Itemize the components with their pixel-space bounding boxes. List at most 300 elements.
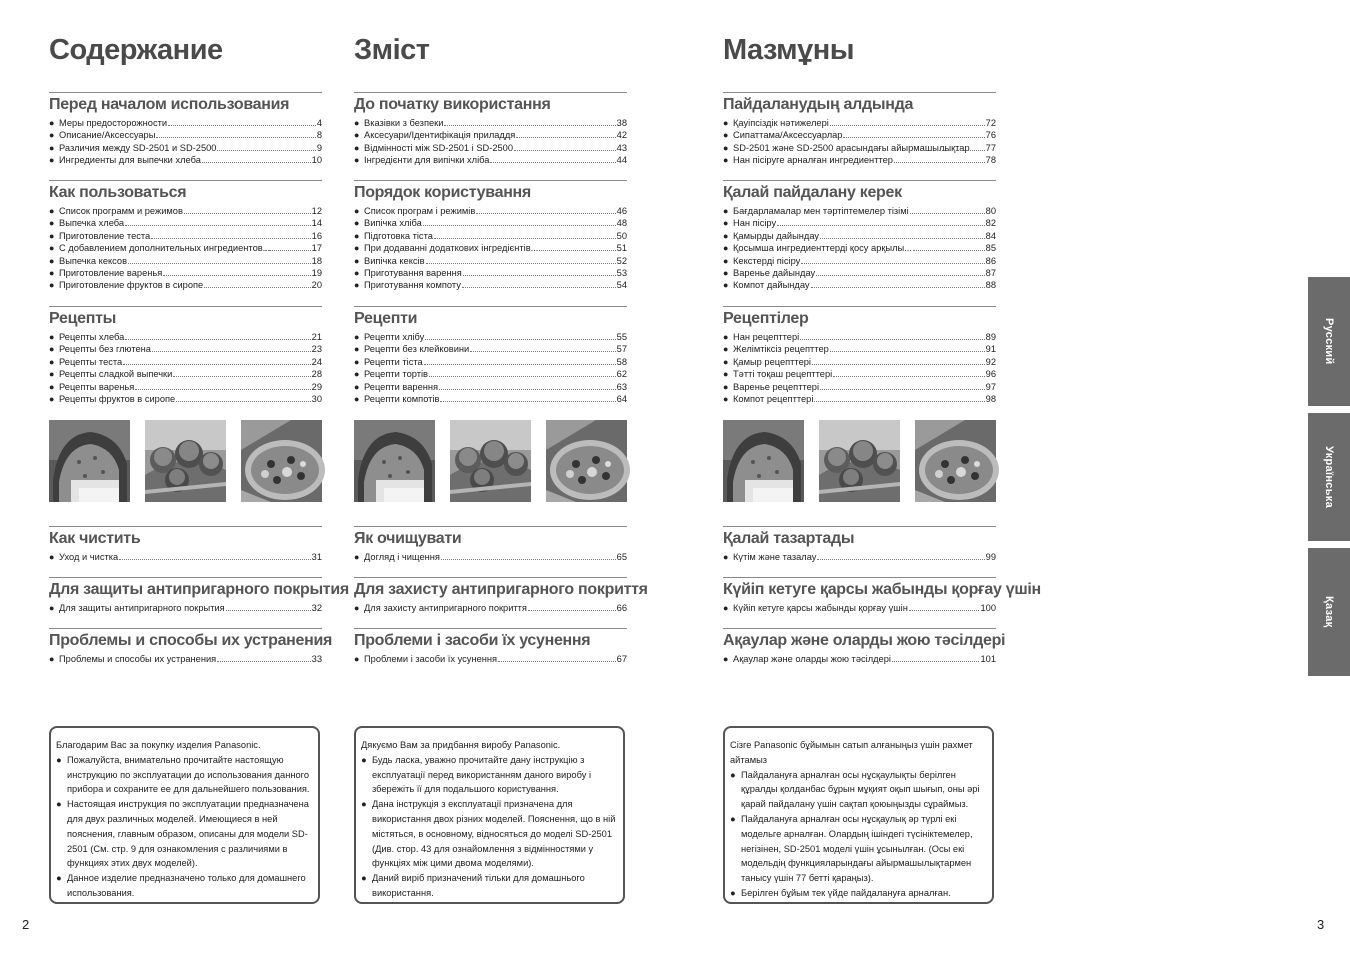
toc-entry[interactable] [354,602,627,614]
toc-entry-page: 12 [311,206,322,216]
bullet-icon: ● [723,268,729,279]
toc-entry-label: Различия между SD-2501 и SD-2500 [59,142,217,153]
toc-entry-label: Вказівки з безпеки [364,118,444,128]
dot-leader [777,225,985,226]
dot-leader [894,162,985,163]
toc-entry[interactable] [723,267,996,279]
bullet-icon: ● [49,118,55,128]
section-title: Пайдаланудың алдында [723,92,996,114]
toc-entry-page: 38 [616,118,627,128]
toc-entry[interactable] [49,142,322,154]
toc-entry-page: 101 [980,654,996,664]
toc-entry-page: 84 [985,230,996,241]
toc-entry[interactable] [49,279,322,291]
toc-entry-label: Нан пісіруге арналған ингредиенттер [733,155,893,166]
toc-entry[interactable] [723,279,996,291]
toc-entry[interactable] [49,205,322,217]
toc-entry-label: Відмінності між SD-2501 і SD-2500 [364,142,514,153]
toc-entry[interactable] [723,242,996,254]
dot-leader [816,275,984,276]
bread-rolls-basket-photo [450,420,531,502]
toc-entry-label: Підготовка тіста [364,230,433,241]
toc-entry-page: 66 [616,603,627,613]
toc-entry-label: Рецепты хлеба [59,332,125,342]
toc-entry[interactable] [723,142,996,154]
toc-entry[interactable] [723,381,996,393]
toc-entry[interactable] [49,381,322,393]
bullet-icon: ● [49,230,55,241]
dot-leader [423,225,616,226]
section-title: Ақаулар және оларды жою тәсілдері [723,628,996,650]
dot-leader [441,559,616,560]
bullet-icon: ● [354,369,360,380]
column-title: Содержание [49,34,223,66]
pizza-photo [546,420,627,502]
toc-entry-page: 29 [311,381,322,392]
toc-list [49,205,322,292]
notice-list [361,753,616,901]
bullet-icon: ● [56,754,62,765]
section-title: Порядок користування [354,180,627,202]
notice-bullet-text: Пожалуйста, внимательно прочитайте настоящую инструкцию по эксплуатации до использования данного прибора и сохраните ее для дальнейшего пользования. [67,754,310,795]
toc-entry[interactable] [723,205,996,217]
bullet-icon: ● [723,230,729,241]
pizza-photo [915,420,996,502]
toc-section [354,526,627,563]
notice-bullet [56,753,311,797]
toc-entry[interactable] [49,368,322,380]
toc-entry-label: Кекстерді пісіру [733,255,801,266]
toc-entry[interactable] [723,356,996,368]
language-tab-label: Қазақ [1323,596,1335,628]
toc-entry-page: 24 [311,356,322,367]
dot-leader [476,213,615,214]
toc-entry[interactable] [723,393,996,405]
toc-entry-page: 50 [616,230,627,241]
toc-list [49,602,322,614]
toc-entry[interactable] [354,242,627,254]
toc-entry[interactable] [354,267,627,279]
column-title: Мазмұны [723,34,855,66]
toc-entry[interactable] [49,653,322,665]
dot-leader [800,339,984,340]
toc-entry[interactable] [723,331,996,343]
dot-leader [440,401,615,402]
toc-section [354,306,627,405]
bullet-icon: ● [723,394,729,405]
toc-entry[interactable] [49,154,322,166]
toc-entry[interactable] [723,653,996,665]
toc-entry[interactable] [354,331,627,343]
toc-entry[interactable] [723,154,996,166]
dot-leader [156,137,315,138]
toc-section [354,628,627,665]
toc-entry-label: Желімтіксіз рецепттер [733,344,829,355]
toc-entry-label: При додаванні додаткових інгредієнтів... [364,243,539,254]
toc-entry-label: Для захисту антипригарного покриття [364,603,527,613]
bullet-icon: ● [49,344,55,355]
bullet-icon: ● [49,218,55,229]
toc-entry-page: 28 [311,369,322,380]
notice-bullet-text: Настоящая инструкция по эксплуатации предназначена для двух различных моделей. Имеющиеся в ней пояснения, главным образом, описаны для модели SD-2501 (См. стр. 9 для ознакомления с различиями в функциях этих двух моделей). [67,799,309,869]
dot-leader [913,250,985,251]
bullet-icon: ● [56,799,62,810]
dot-leader [173,376,310,377]
toc-entry[interactable] [49,230,322,242]
dot-leader [843,137,984,138]
toc-entry-page: 65 [616,552,627,562]
bullet-icon: ● [723,603,729,613]
bullet-icon: ● [723,381,729,392]
bullet-icon: ● [354,344,360,355]
dot-leader [833,376,984,377]
section-title: Проблемы и способы их устранения [49,628,322,650]
dot-leader [202,162,311,163]
toc-entry-label: Рецепты без глютена [59,344,151,355]
toc-entry[interactable] [723,217,996,229]
dot-leader [817,559,984,560]
bullet-icon: ● [354,206,360,216]
toc-entry-label: Рецепты теста [59,356,123,367]
pizza-photo [241,420,322,502]
notice-bullet [56,871,311,901]
toc-section [723,628,1006,665]
toc-entry-page: 44 [616,155,627,166]
dot-leader [814,401,984,402]
toc-entry-page: 82 [985,218,996,229]
toc-entry-label: Проблемы и способы их устранения [59,654,217,664]
toc-entry-page: 55 [616,332,627,342]
dot-leader [516,137,615,138]
bullet-icon: ● [723,344,729,355]
toc-list [723,205,996,292]
notice-bullet [730,812,985,886]
bullet-icon: ● [354,155,360,166]
bullet-icon: ● [361,873,367,884]
dot-leader [217,150,315,151]
bread-rolls-basket-photo [819,420,900,502]
notice-bullet-text: Дана інструкція з експлуатації призначена для використання двох різних моделей. Пояснення, що в ній містяться, в основному, відносяться до моделі SD-2501 (Див. стор. 43 для ознайомлення з відмінностями у функціях між цими двома моделями). [372,799,616,869]
notice-bullet-text: Пайдалануға арналған осы нұсқаулықты берілген құралды қолданбас бұрын мұқият оқып шығып, оны әрі қарай пайдалану үшін сақтап қоюыңызды сұраймыз. [741,769,980,810]
toc-entry-label: Ақаулар және оларды жою тәсілдері [733,654,891,664]
notice-bullet-text: Будь ласка, уважно прочитайте дану інструкцію з експлуатації перед використанням даного виробу і збережіть її для подальшого користування. [372,754,592,795]
dot-leader [939,150,985,151]
toc-entry-label: Қамырды дайындау [733,230,820,241]
toc-entry-label: Тәтті тоқаш рецепттері [733,369,833,380]
toc-entry[interactable] [49,117,322,129]
notice-bullet [361,753,616,797]
dot-leader [125,339,310,340]
toc-entry[interactable] [49,267,322,279]
notice-box [49,726,320,904]
toc-entry-page: 91 [985,344,996,355]
toc-entry[interactable] [354,129,627,141]
bullet-icon: ● [723,218,729,229]
toc-section [723,306,996,405]
toc-entry[interactable] [354,279,627,291]
toc-entry[interactable] [49,356,322,368]
toc-entry-label: Список програм і режимів [364,206,476,216]
bullet-icon: ● [49,268,55,279]
language-tab-russian[interactable] [1308,277,1350,406]
toc-entry[interactable] [49,217,322,229]
toc-entry-label: Күйіп кетуге қарсы жабынды қорғау үшін [733,603,908,613]
dot-leader [830,351,985,352]
toc-entry-label: Ингредиенты для выпечки хлеба [59,155,201,166]
bullet-icon: ● [354,255,360,266]
toc-entry-label: Рецепти тортів [364,369,428,380]
toc-entry-label: Нан пісіру [733,218,777,229]
toc-entry[interactable] [723,602,996,614]
toc-entry[interactable] [354,356,627,368]
dot-leader [135,389,310,390]
toc-entry-page: 77 [985,142,996,153]
toc-entry-page: 76 [985,130,996,141]
photo-strip [354,420,627,502]
dot-leader [426,263,616,264]
toc-entry-page: 57 [616,344,627,355]
section-title: Проблеми і засоби їх усунення [354,628,627,650]
toc-entry-label: Компот дайындау [733,280,810,291]
toc-entry-page: 30 [311,394,322,405]
toc-entry[interactable] [723,368,996,380]
language-tab-ukrainian[interactable] [1308,413,1350,541]
bread-loaf-photo [354,420,435,502]
dot-leader [470,351,615,352]
bullet-icon: ● [730,887,736,898]
bullet-icon: ● [354,230,360,241]
toc-list [354,551,627,563]
toc-entry-label: Догляд і чищення [364,552,440,562]
dot-leader [204,287,310,288]
toc-entry-page: 58 [616,356,627,367]
notice-bullet [730,768,985,812]
toc-section [49,92,322,167]
notice-box [354,726,625,904]
toc-entry-page: 23 [311,344,322,355]
toc-entry-page: 99 [985,552,996,562]
toc-entry-page: 98 [985,394,996,405]
toc-entry-page: 51 [616,243,627,254]
toc-entry-page: 87 [985,268,996,279]
bread-loaf-photo [49,420,130,502]
toc-entry-page: 43 [616,142,627,153]
dot-leader [909,610,980,611]
dot-leader [820,238,985,239]
toc-entry-label: Інгредієнти для випічки хліба [364,155,490,166]
bullet-icon: ● [354,332,360,342]
toc-entry-page: 89 [985,332,996,342]
dot-leader [910,213,985,214]
toc-entry-label: Рецепты сладкой выпечки [59,369,173,380]
dot-leader [226,610,311,611]
toc-section [723,577,1041,614]
notice-bullet-text: Берілген бұйым тек үйде пайдалануға арналған. [741,887,951,898]
language-tab-label: Русский [1323,318,1335,365]
bullet-icon: ● [730,769,736,780]
toc-list [49,653,322,665]
bullet-icon: ● [723,654,729,664]
notice-bullet-text: Даний виріб призначений тільки для домашнього використання. [372,873,585,898]
toc-list [49,551,322,563]
toc-entry-label: Приготування компоту [364,280,461,291]
toc-entry-label: Проблеми і засоби їх усунення [364,654,498,664]
toc-list [723,331,996,405]
dot-leader [425,339,615,340]
toc-entry-page: 33 [311,654,322,664]
toc-entry-page: 88 [985,280,996,291]
toc-entry-label: Варенье дайындау [733,268,816,279]
dot-leader [528,610,616,611]
toc-entry[interactable] [49,129,322,141]
toc-entry-label: Випічка кексів [364,255,425,266]
toc-entry[interactable] [354,551,627,563]
notice-bullet [361,871,616,901]
toc-entry[interactable] [49,393,322,405]
toc-list [49,117,322,167]
bullet-icon: ● [723,142,729,153]
bullet-icon: ● [354,218,360,229]
toc-entry-page: 16 [311,230,322,241]
dot-leader [811,287,985,288]
toc-entry[interactable] [723,230,996,242]
dot-leader [892,661,980,662]
language-tab-kazakh[interactable] [1308,548,1350,676]
toc-entry[interactable] [354,343,627,355]
toc-entry-label: Приготовление фруктов в сиропе [59,280,204,291]
toc-entry-page: 86 [985,255,996,266]
dot-leader [123,364,310,365]
toc-entry[interactable] [354,368,627,380]
bullet-icon: ● [49,206,55,216]
toc-entry[interactable] [723,551,996,563]
toc-entry[interactable] [49,343,322,355]
toc-entry-page: 9 [316,142,322,153]
toc-entry-page: 92 [985,356,996,367]
toc-entry-page: 63 [616,381,627,392]
dot-leader [801,263,984,264]
page-number-left: 2 [22,917,30,932]
toc-entry[interactable] [354,217,627,229]
toc-list [723,602,996,614]
toc-entry-label: Список программ и режимов [59,206,183,216]
toc-entry[interactable] [354,230,627,242]
photo-strip [49,420,322,502]
bread-rolls-basket-photo [145,420,226,502]
bullet-icon: ● [56,873,62,884]
toc-entry[interactable] [723,117,996,129]
toc-section [49,180,322,292]
dot-leader [151,238,310,239]
bullet-icon: ● [723,155,729,166]
toc-entry-page: 48 [616,218,627,229]
bullet-icon: ● [361,799,367,810]
toc-entry-label: Приготування варення [364,268,462,279]
notice-intro: Сізге Panasonic бұйымын сатып алғаныңыз үшін рахмет айтамыз [730,740,973,765]
toc-entry-page: 78 [985,155,996,166]
toc-entry-page: 19 [311,268,322,279]
toc-section [49,628,333,665]
section-title: Як очищувати [354,526,627,548]
toc-entry-label: Меры предосторожности [59,118,168,128]
toc-entry-page: 97 [985,381,996,392]
toc-entry-page: 21 [311,332,322,342]
bullet-icon: ● [49,369,55,380]
toc-entry[interactable] [354,255,627,267]
dot-leader [812,364,985,365]
bullet-icon: ● [354,356,360,367]
toc-entry-label: Рецепти варення [364,381,439,392]
dot-leader [128,263,311,264]
toc-entry[interactable] [354,653,627,665]
bullet-icon: ● [49,603,55,613]
toc-entry-label: Қауіпсіздік нәтижелері [733,118,829,128]
notice-bullet-text: Пайдалануға арналған осы нұсқаулық әр түрлі екі модельге арналған. Олардың ішіндегі түсініктемелер, негізінен, SD-2501 моделі үшін ұсынылған. (Осы екі модельдің функцияларындағы айырмашылықтармен танысу үшін 77 бетті қараңыз). [741,813,973,884]
toc-entry-page: 52 [616,255,627,266]
toc-entry-page: 18 [311,255,322,266]
bullet-icon: ● [723,206,729,216]
toc-list [354,602,627,614]
toc-entry[interactable] [354,393,627,405]
toc-entry[interactable] [354,381,627,393]
dot-leader [820,389,985,390]
bullet-icon: ● [723,280,729,291]
toc-entry[interactable] [354,205,627,217]
bullet-icon: ● [354,118,360,128]
dot-leader [265,250,311,251]
toc-entry-page: 96 [985,369,996,380]
toc-entry-label: Сипаттама/Аксессуарлар [733,130,843,141]
bullet-icon: ● [354,130,360,141]
toc-entry[interactable] [49,331,322,343]
toc-entry[interactable] [49,602,322,614]
toc-entry-label: Рецепты варенья [59,381,135,392]
toc-list [354,653,627,665]
toc-entry[interactable] [723,129,996,141]
toc-entry-label: Бағдарламалар мен тәртіптемелер тізімі [733,206,909,216]
toc-entry-page: 8 [316,130,322,141]
dot-leader [439,389,616,390]
bullet-icon: ● [49,381,55,392]
bullet-icon: ● [730,813,736,824]
dot-leader [424,364,616,365]
toc-entry[interactable] [723,255,996,267]
toc-entry-label: Описание/Аксессуары [59,130,156,141]
toc-list [354,331,627,405]
dot-leader [462,287,616,288]
bullet-icon: ● [723,255,729,266]
section-title: Рецептілер [723,306,996,328]
toc-entry[interactable] [354,154,627,166]
toc-entry-page: 54 [616,280,627,291]
toc-entry[interactable] [354,142,627,154]
bullet-icon: ● [49,332,55,342]
notice-list [730,768,985,901]
toc-entry-page: 42 [616,130,627,141]
toc-entry[interactable] [49,551,322,563]
bullet-icon: ● [49,280,55,291]
toc-entry[interactable] [49,255,322,267]
toc-entry[interactable] [49,242,322,254]
bullet-icon: ● [354,142,360,153]
toc-entry[interactable] [723,343,996,355]
toc-entry-page: 4 [316,118,322,128]
toc-entry[interactable] [354,117,627,129]
dot-leader [444,125,615,126]
notice-bullet-text: Данное изделие предназначено только для домашнего использования. [67,873,306,898]
toc-entry-label: Выпечка кексов [59,255,128,266]
bullet-icon: ● [723,243,729,254]
